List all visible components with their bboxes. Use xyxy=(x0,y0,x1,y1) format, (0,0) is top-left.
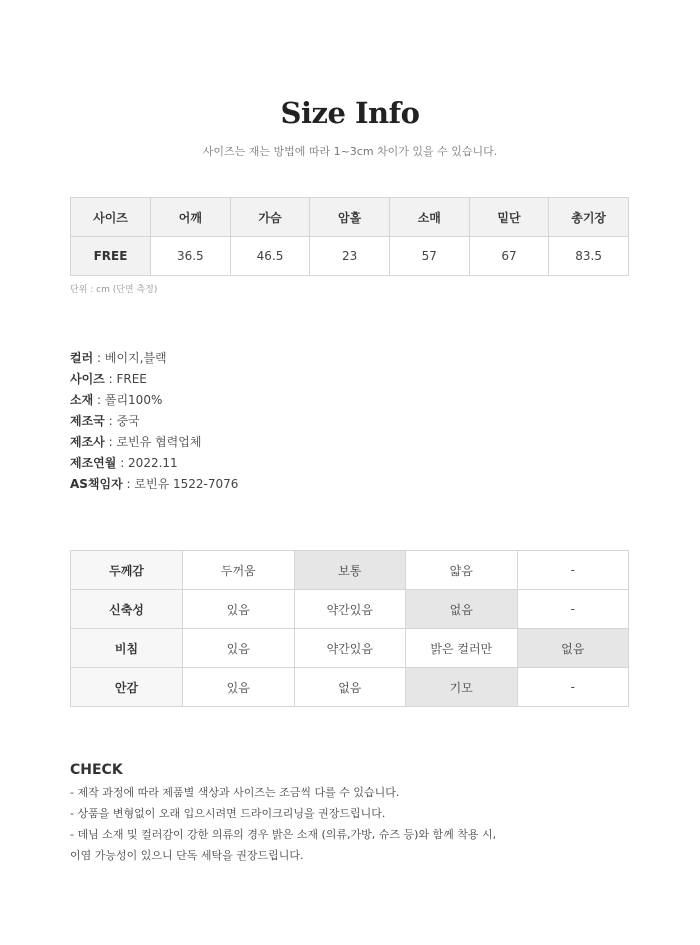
size-table-header-cell: 암홀 xyxy=(310,198,390,237)
spec-label: 제조국 xyxy=(70,414,105,428)
fabric-feel-table xyxy=(70,550,629,707)
size-table-row xyxy=(71,237,629,276)
spec-line xyxy=(70,350,238,371)
feel-row-sheerness xyxy=(71,629,629,668)
feel-option-cell: - xyxy=(517,551,629,590)
spec-value: : 2022.11 xyxy=(116,456,178,470)
feel-option-cell: 없음 xyxy=(517,629,629,668)
feel-row-thickness xyxy=(71,551,629,590)
feel-option-cell: 밝은 컬러만 xyxy=(406,629,518,668)
spec-value: : 로빈유 협력업체 xyxy=(104,435,202,449)
feel-option-cell: 얇음 xyxy=(406,551,518,590)
size-table-header-cell: 밑단 xyxy=(469,198,549,237)
size-disclaimer: 사이즈는 재는 방법에 따라 1~3cm 차이가 있을 수 있습니다. xyxy=(202,145,498,158)
spec-line xyxy=(70,434,238,455)
feel-row-label: 안감 xyxy=(71,668,183,707)
feel-row-label: 두께감 xyxy=(71,551,183,590)
spec-label: 사이즈 xyxy=(70,372,105,386)
feel-row-stretch xyxy=(71,590,629,629)
feel-option-cell: 기모 xyxy=(406,668,518,707)
spec-value: : 중국 xyxy=(104,414,140,428)
feel-row-label: 비침 xyxy=(71,629,183,668)
size-table-header-cell: 가슴 xyxy=(230,198,310,237)
feel-option-cell: 없음 xyxy=(406,590,518,629)
feel-option-cell: 있음 xyxy=(183,590,295,629)
feel-option-cell: 약간있음 xyxy=(294,590,406,629)
spec-line xyxy=(70,413,238,434)
size-table-header-cell: 총기장 xyxy=(549,198,629,237)
spec-value: : 폴리100% xyxy=(93,393,163,407)
size-table-cell: 83.5 xyxy=(549,237,629,276)
size-table-cell: 23 xyxy=(310,237,390,276)
size-table xyxy=(70,197,629,276)
spec-value: : FREE xyxy=(104,372,147,386)
size-table-cell: 46.5 xyxy=(230,237,310,276)
size-table-cell: FREE xyxy=(71,237,151,276)
size-table-cell: 57 xyxy=(389,237,469,276)
feel-row-label: 신축성 xyxy=(71,590,183,629)
feel-row-lining xyxy=(71,668,629,707)
spec-line xyxy=(70,392,238,413)
page-title: Size Info xyxy=(280,96,420,130)
check-note: - 제작 과정에 따라 제품별 색상과 사이즈는 조금씩 다를 수 있습니다. xyxy=(70,786,400,799)
check-heading: CHECK xyxy=(70,762,123,778)
check-note: - 데님 소재 및 컬러감이 강한 의류의 경우 밝은 소재 (의류,가방, 슈즈 등)와 함께 착용 시, xyxy=(70,828,497,841)
spec-label: AS책임자 xyxy=(70,477,123,491)
feel-option-cell: - xyxy=(517,668,629,707)
feel-option-cell: 보통 xyxy=(294,551,406,590)
spec-label: 컬러 xyxy=(70,351,94,365)
check-notes xyxy=(70,784,496,868)
feel-option-cell: 약간있음 xyxy=(294,629,406,668)
feel-option-cell: 있음 xyxy=(183,629,295,668)
spec-line xyxy=(70,455,238,476)
size-table-header-row xyxy=(71,198,629,237)
size-table-header-cell: 어깨 xyxy=(151,198,231,237)
spec-value: : 베이지,블랙 xyxy=(93,351,167,365)
feel-option-cell: 없음 xyxy=(294,668,406,707)
size-table-header-cell: 소매 xyxy=(389,198,469,237)
product-specs xyxy=(70,350,238,497)
check-note: 이염 가능성이 있으니 단독 세탁을 권장드립니다. xyxy=(70,849,304,862)
unit-note: 단위 : cm (단면 측정) xyxy=(70,285,158,295)
size-table-header-cell: 사이즈 xyxy=(71,198,151,237)
spec-label: 제조사 xyxy=(70,435,105,449)
check-note: - 상품을 변형없이 오래 입으시려면 드라이크리닝을 권장드립니다. xyxy=(70,807,386,820)
size-table-cell: 36.5 xyxy=(151,237,231,276)
spec-line xyxy=(70,476,238,497)
spec-line xyxy=(70,371,238,392)
feel-option-cell: 있음 xyxy=(183,668,295,707)
feel-option-cell: - xyxy=(517,590,629,629)
spec-label: 제조연월 xyxy=(70,456,117,470)
spec-value: : 로빈유 1522-7076 xyxy=(122,477,239,491)
size-table-cell: 67 xyxy=(469,237,549,276)
feel-option-cell: 두꺼움 xyxy=(183,551,295,590)
spec-label: 소재 xyxy=(70,393,94,407)
